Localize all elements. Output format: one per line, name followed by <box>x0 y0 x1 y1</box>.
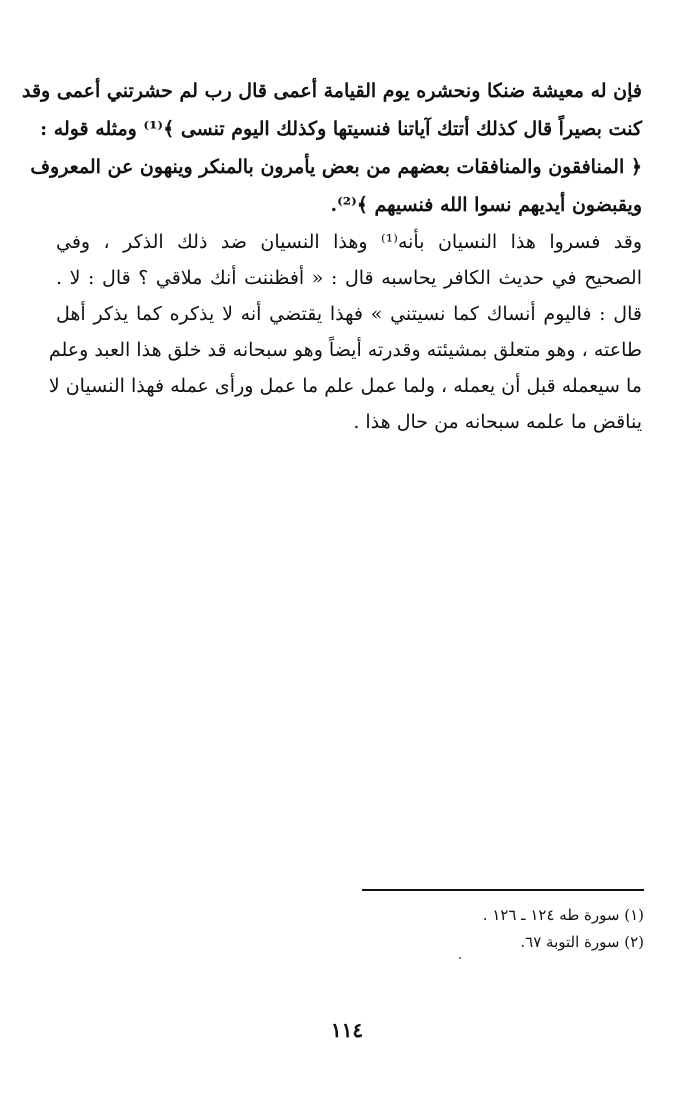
quranic-quote-paragraph <box>21 72 642 224</box>
footnotes <box>362 902 644 956</box>
text-line: الصحيح في حديث الكافر يحاسبه قال : « أفظننت أنك ملاقي ؟ قال : لا . <box>56 267 642 289</box>
footnote-divider <box>362 889 644 891</box>
commentary-paragraph <box>48 224 642 440</box>
text-line: وقد فسروا هذا النسيان بأنه⁽¹⁾ وهذا النسيان ضد ذلك الذكر ، وفي <box>56 231 642 253</box>
text-line: فإن له معيشة ضنكا ونحشره يوم القيامة أعمى قال رب لم حشرتني أعمى وقد <box>21 80 642 102</box>
text-line: يناقض ما علمه سبحانه من حال هذا . <box>353 411 642 433</box>
text-line: ما سيعمله قبل أن يعمله ، ولما عمل علم ما عمل ورأى عمله فهذا النسيان لا <box>48 375 642 397</box>
text-line: طاعته ، وهو متعلق بمشيئته وقدرته أيضاً وهو سبحانه قد خلق هذا العبد وعلم <box>48 339 642 361</box>
footnote-1: (١) سورة طه ١٢٤ ـ ١٢٦ . <box>482 906 644 924</box>
page-number: ١١٤ <box>330 1018 364 1042</box>
footnote-2: (٢) سورة التوبة ٦٧. <box>520 933 644 951</box>
text-line: قال : فاليوم أنساك كما نسيتني » فهذا يقتضي أنه لا يذكره كما يذكر أهل <box>56 303 642 325</box>
text-line: كنت بصيراً قال كذلك أتتك آياتنا فنسيتها وكذلك اليوم تنسى ﴾⁽¹⁾ ومثله قوله : <box>40 118 642 140</box>
text-line: ويقبضون أيديهم نسوا الله فنسيهم ﴾⁽²⁾. <box>330 194 642 216</box>
scan-speck <box>459 957 461 959</box>
text-line: ﴿ المنافقون والمنافقات بعضهم من بعض يأمرون بالمنكر وينهون عن المعروف <box>30 156 642 178</box>
